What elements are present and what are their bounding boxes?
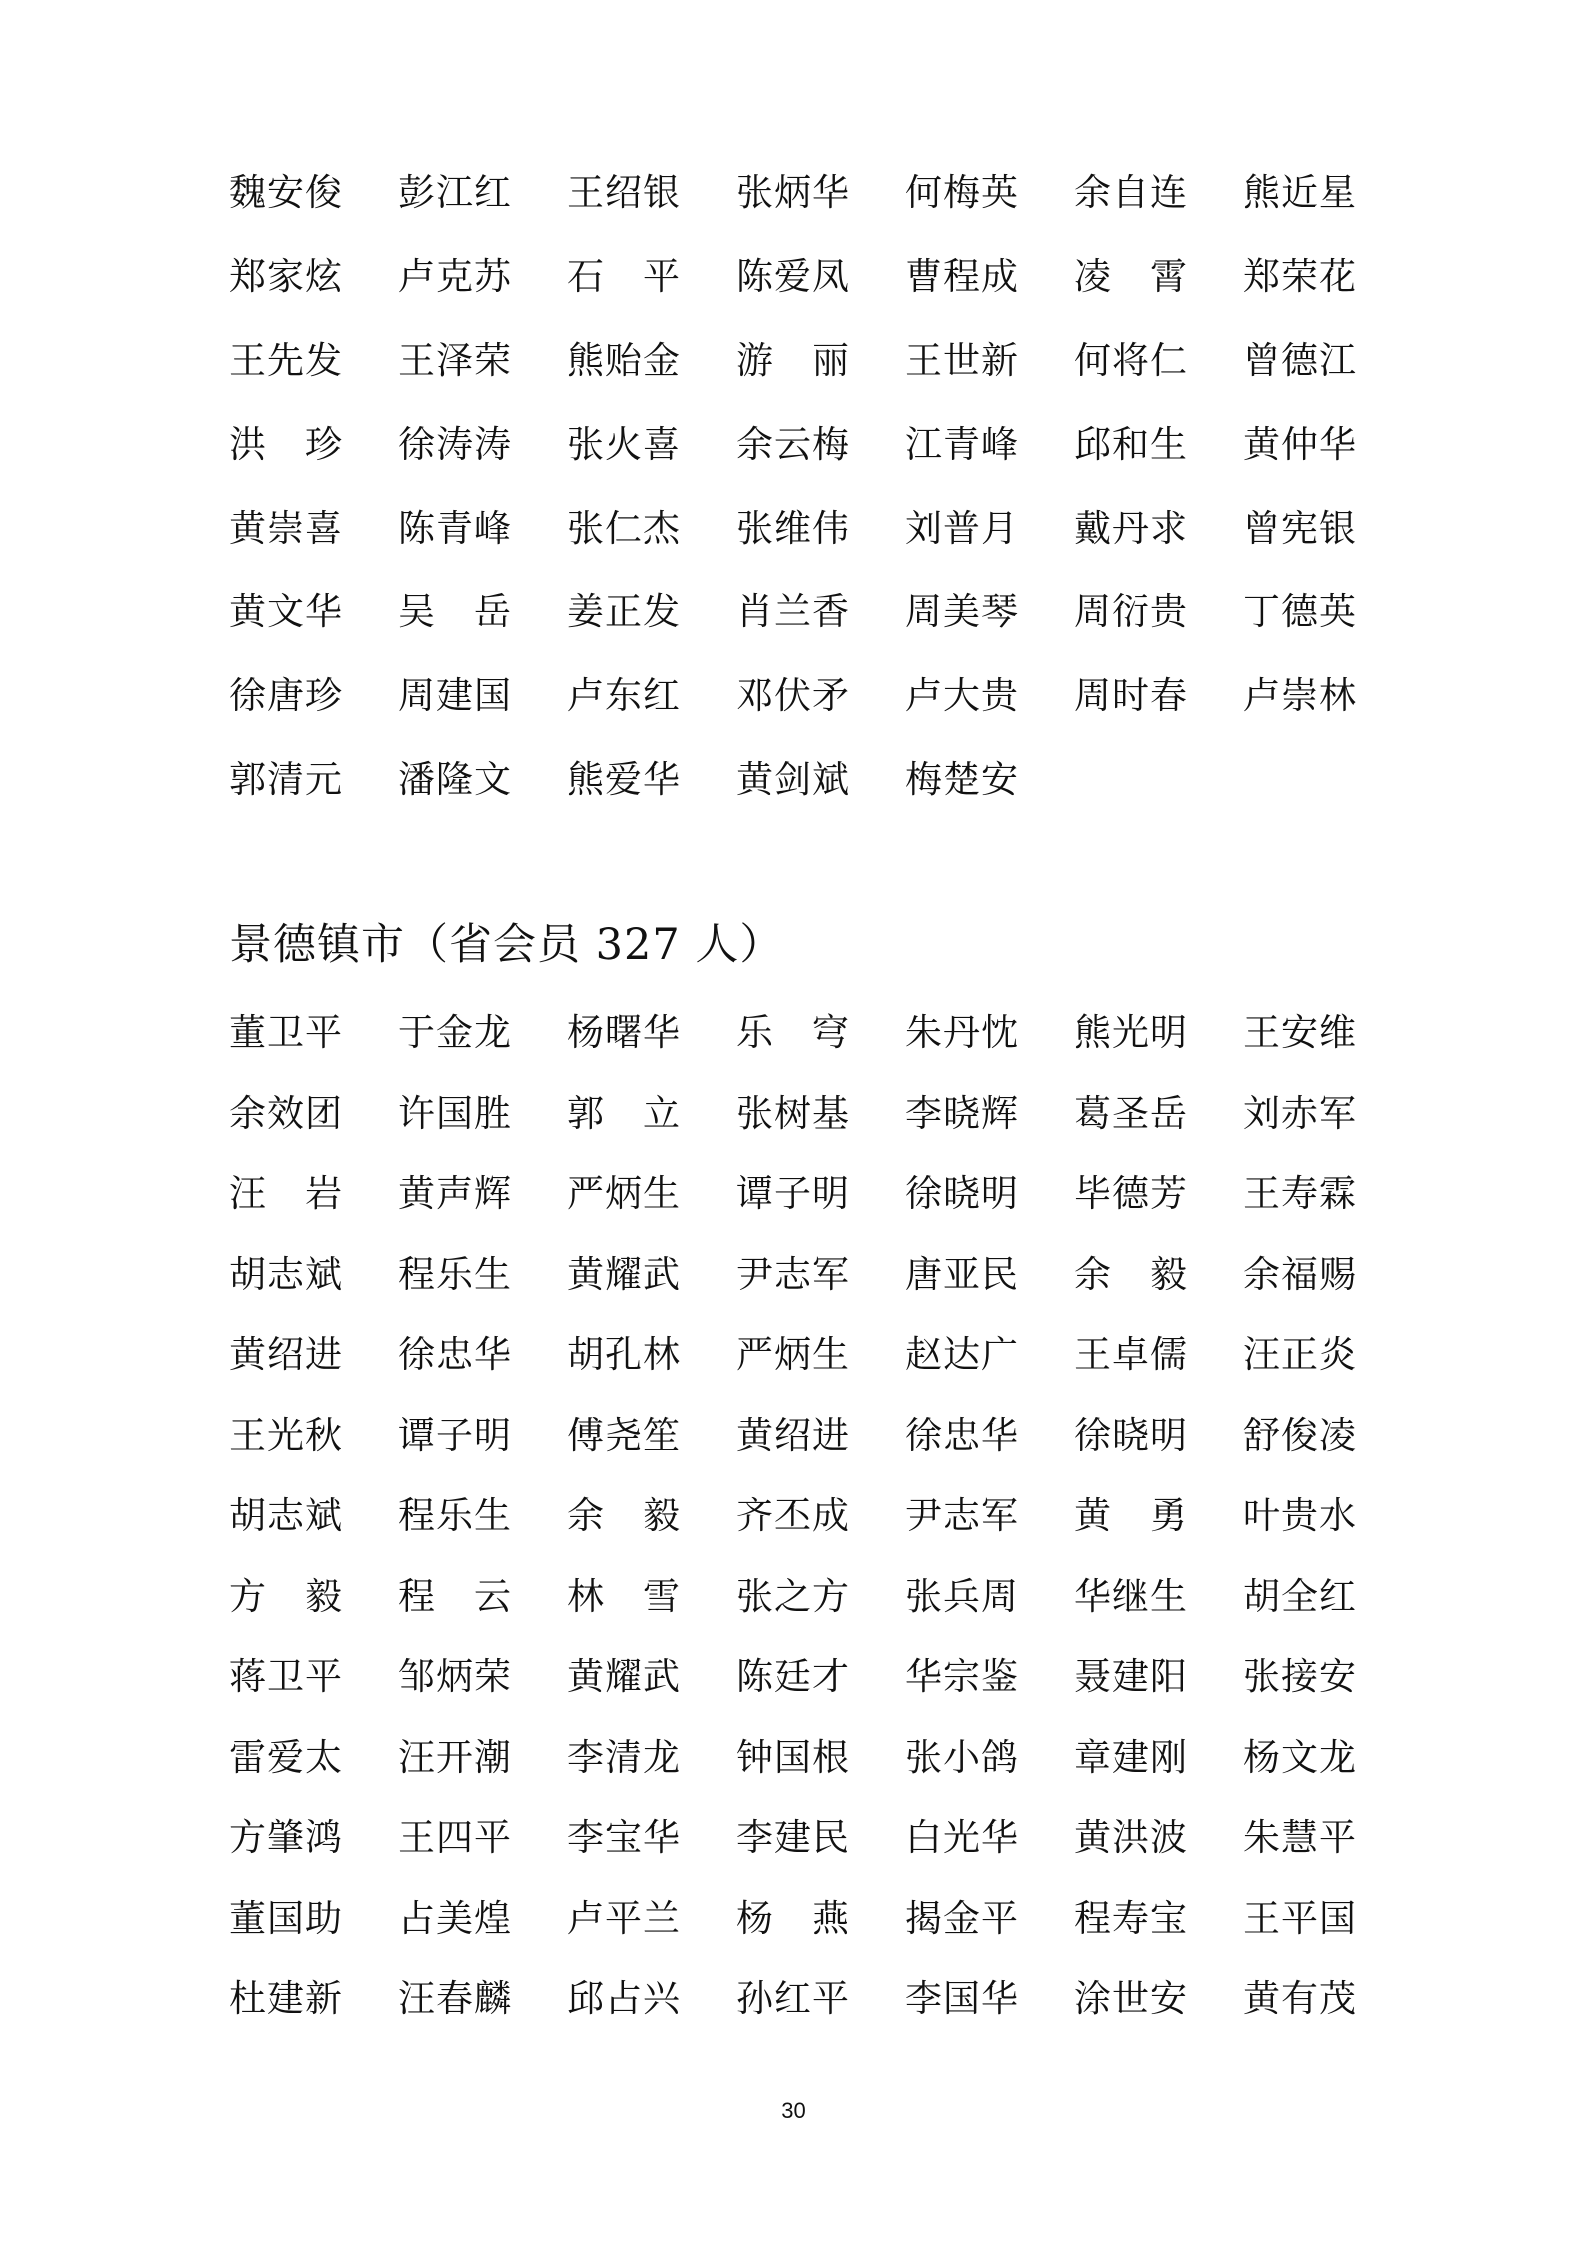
member-name: 游 丽 [736,338,850,382]
member-name: 黄绍进 [736,1413,850,1457]
member-name: 齐丕成 [736,1494,850,1537]
member-name: 舒俊凌 [1243,1413,1357,1457]
member-name: 卢平兰 [567,1896,681,1940]
member-name: 余福赐 [1243,1252,1357,1296]
member-name: 洪 珍 [229,422,343,466]
member-name: 程 云 [398,1574,512,1618]
member-name: 于金龙 [398,1011,512,1054]
member-name: 余云梅 [736,422,850,466]
member-name: 石 平 [567,254,681,298]
member-name: 邱和生 [1074,422,1188,466]
member-name: 曹程成 [905,254,1019,298]
member-name: 李晓辉 [905,1091,1019,1135]
member-name: 程乐生 [398,1252,512,1296]
member-name: 张仁杰 [567,506,681,550]
member-name: 姜正发 [567,590,681,634]
member-name: 黄仲华 [1243,422,1357,466]
member-name: 刘普月 [905,506,1019,550]
member-name: 何将仁 [1074,338,1188,382]
member-name: 王绍银 [567,171,681,214]
member-name: 毕德芳 [1074,1172,1188,1215]
member-name: 谭子明 [398,1413,512,1457]
member-name: 雷爱太 [229,1735,343,1779]
member-name: 杨文龙 [1243,1735,1357,1779]
member-name: 黄声辉 [398,1172,512,1215]
member-name: 卢克苏 [398,254,512,298]
member-name: 梅楚安 [905,758,1019,802]
member-name: 熊光明 [1074,1011,1188,1054]
member-name: 涂世安 [1074,1977,1188,2020]
member-name: 胡志斌 [229,1252,343,1296]
member-name: 董卫平 [229,1011,343,1054]
member-name: 徐晓明 [1074,1413,1188,1457]
member-name: 王卓儒 [1074,1333,1188,1376]
member-name: 杨 燕 [736,1896,850,1940]
member-name: 汪 岩 [229,1172,343,1215]
member-name: 黄 勇 [1074,1494,1188,1537]
member-name: 方 毅 [229,1574,343,1618]
member-name: 占美煌 [398,1896,512,1940]
member-name: 卢崇林 [1243,674,1357,718]
page-number: 30 [781,2098,806,2123]
member-name: 唐亚民 [905,1252,1019,1296]
member-name: 卢大贵 [905,674,1019,718]
member-name: 钟国根 [736,1735,850,1779]
member-name: 郭 立 [567,1091,681,1135]
member-name: 徐涛涛 [398,422,512,466]
member-name: 白光华 [905,1816,1019,1859]
member-name: 蒋卫平 [229,1655,343,1698]
member-name: 熊贻金 [567,338,681,382]
member-name: 余自连 [1074,171,1188,214]
member-name: 胡全红 [1243,1574,1357,1618]
member-name: 何梅英 [905,171,1019,214]
member-name: 肖兰香 [736,590,850,634]
member-name: 李宝华 [567,1816,681,1859]
member-name: 尹志军 [736,1252,850,1296]
member-name: 徐忠华 [398,1333,512,1376]
member-name: 谭子明 [736,1172,850,1215]
member-names-previous-section [229,168,1412,839]
member-name: 聂建阳 [1074,1655,1188,1698]
member-name: 周建国 [398,674,512,718]
member-name: 王寿霖 [1243,1172,1357,1215]
member-name: 傅尧笙 [567,1413,681,1457]
member-name: 叶贵水 [1243,1494,1357,1537]
member-name: 戴丹求 [1074,506,1188,550]
member-name: 朱丹忱 [905,1011,1019,1054]
member-name: 王安维 [1243,1011,1357,1054]
member-name: 吴 岳 [398,590,512,634]
member-name: 郑家炫 [229,254,343,298]
member-name: 徐晓明 [905,1172,1019,1215]
member-name: 杨曙华 [567,1011,681,1054]
member-name: 黄剑斌 [736,758,850,802]
member-name: 黄耀武 [567,1252,681,1296]
member-name: 陈廷才 [736,1655,850,1698]
member-name: 魏安俊 [229,171,343,214]
member-name: 华宗鉴 [905,1655,1019,1698]
member-name: 程寿宝 [1074,1896,1188,1940]
member-name: 胡志斌 [229,1494,343,1537]
member-name: 严炳生 [567,1172,681,1215]
member-name: 熊爱华 [567,758,681,802]
member-name: 余 毅 [1074,1252,1188,1296]
member-name: 黄耀武 [567,1655,681,1698]
member-name: 方肇鸿 [229,1816,343,1859]
member-name: 余 毅 [567,1494,681,1537]
member-name: 王先发 [229,338,343,382]
member-name: 李清龙 [567,1735,681,1779]
member-name: 揭金平 [905,1896,1019,1940]
member-name: 王四平 [398,1816,512,1859]
member-name: 张兵周 [905,1574,1019,1618]
member-name: 张火喜 [567,422,681,466]
member-name: 凌 霄 [1074,254,1188,298]
member-name: 李建民 [736,1816,850,1859]
member-name: 黄崇喜 [229,506,343,550]
member-name: 孙红平 [736,1977,850,2020]
member-name: 曾宪银 [1243,506,1357,550]
member-name: 丁德英 [1243,590,1357,634]
member-name: 熊近星 [1243,171,1357,214]
member-name: 郑荣花 [1243,254,1357,298]
member-name: 陈青峰 [398,506,512,550]
member-name: 郭清元 [229,758,343,802]
member-name: 汪正炎 [1243,1333,1357,1376]
member-name: 卢东红 [567,674,681,718]
member-name: 尹志军 [905,1494,1019,1537]
member-name: 朱慧平 [1243,1816,1357,1859]
member-name: 张树基 [736,1091,850,1135]
member-name: 王光秋 [229,1413,343,1457]
member-name: 江青峰 [905,422,1019,466]
member-name: 黄有茂 [1243,1977,1357,2020]
member-name: 潘隆文 [398,758,512,802]
member-name: 王平国 [1243,1896,1357,1940]
member-name: 陈爱凤 [736,254,850,298]
member-name: 李国华 [905,1977,1019,2020]
member-name: 邓伏矛 [736,674,850,718]
member-name: 杜建新 [229,1977,343,2020]
member-name: 黄洪波 [1074,1816,1188,1859]
member-name: 张小鸽 [905,1735,1019,1779]
member-name: 曾德江 [1243,338,1357,382]
member-name: 张接安 [1243,1655,1357,1698]
member-name: 邱占兴 [567,1977,681,2020]
member-name: 王泽荣 [398,338,512,382]
member-names-jingdezhen [229,1008,1412,2055]
member-name: 邹炳荣 [398,1655,512,1698]
member-name: 程乐生 [398,1494,512,1537]
member-name: 董国助 [229,1896,343,1940]
member-name: 周时春 [1074,674,1188,718]
member-name: 许国胜 [398,1091,512,1135]
member-name: 林 雪 [567,1574,681,1618]
member-name: 赵达广 [905,1333,1019,1376]
member-name: 严炳生 [736,1333,850,1376]
member-name: 葛圣岳 [1074,1091,1188,1135]
member-name: 彭江红 [398,171,512,214]
member-name: 徐忠华 [905,1413,1019,1457]
member-name: 王世新 [905,338,1019,382]
member-name: 张之方 [736,1574,850,1618]
member-name: 黄文华 [229,590,343,634]
member-name: 乐 穹 [736,1011,850,1054]
member-name: 黄绍进 [229,1333,343,1376]
member-name: 胡孔林 [567,1333,681,1376]
member-name: 徐唐珍 [229,674,343,718]
member-name: 刘赤军 [1243,1091,1357,1135]
member-name: 余效团 [229,1091,343,1135]
member-name: 章建刚 [1074,1735,1188,1779]
member-name: 周美琴 [905,590,1019,634]
member-name: 张炳华 [736,171,850,214]
section-title-jingdezhen: 景德镇市（省会员 327 人） [229,920,784,970]
member-name: 汪开潮 [398,1735,512,1779]
member-name: 张维伟 [736,506,850,550]
member-name: 华继生 [1074,1574,1188,1618]
member-name: 周衍贵 [1074,590,1188,634]
member-name: 汪春麟 [398,1977,512,2020]
